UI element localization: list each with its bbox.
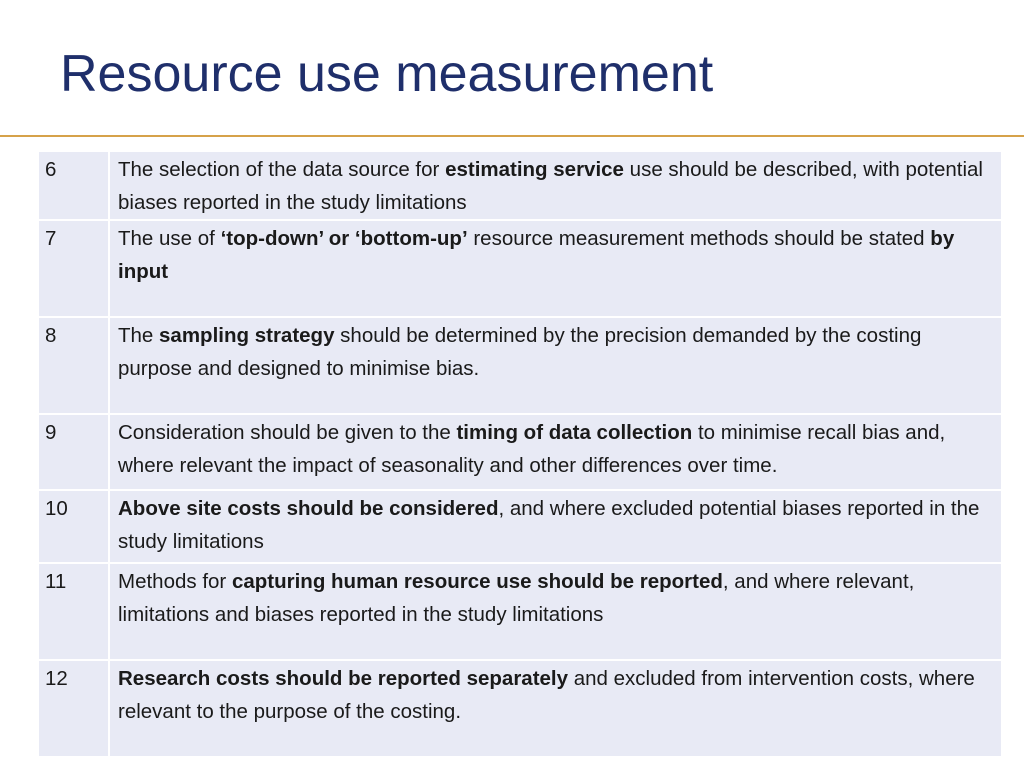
slide-title: Resource use measurement	[60, 45, 714, 103]
row-number: 12	[45, 667, 68, 690]
table-row	[38, 563, 1002, 660]
row-number: 9	[45, 421, 57, 444]
row-text-cell	[109, 317, 1002, 414]
text-segment: Methods for	[118, 570, 232, 593]
table-row	[38, 490, 1002, 563]
emphasis-text: Above site costs should be considered	[118, 497, 499, 520]
row-number-cell	[38, 220, 109, 317]
text-segment: The	[118, 324, 160, 347]
text-segment: The selection of the data source for	[118, 158, 446, 181]
title-divider	[0, 135, 1024, 137]
row-text-cell	[109, 151, 1002, 220]
row-text-cell	[109, 414, 1002, 490]
row-number: 11	[45, 570, 67, 593]
emphasis-text: ‘top-down’ or ‘bottom-up’	[220, 227, 468, 250]
text-segment: , and where relevant, limitations and biases reported in the study limitations	[118, 570, 915, 626]
table-row	[38, 660, 1002, 757]
text-segment: to minimise recall bias and, where relevant the impact of seasonality and other differences over time.	[118, 421, 946, 477]
table-row	[38, 414, 1002, 490]
row-number-cell	[38, 151, 109, 220]
row-text-cell	[109, 563, 1002, 660]
row-text	[118, 318, 997, 385]
row-number: 10	[45, 497, 68, 520]
row-number-cell	[38, 660, 109, 757]
row-number: 6	[45, 158, 57, 181]
emphasis-text: capturing human resource use should be reported	[231, 570, 723, 593]
table-row	[38, 220, 1002, 317]
guidelines-table-body	[38, 151, 1002, 757]
text-segment: and excluded from intervention costs, where relevant to the purpose of the costing.	[118, 667, 975, 723]
text-segment: Consideration should be given to the	[118, 421, 457, 444]
emphasis-text: sampling strategy	[159, 324, 335, 347]
table-row	[38, 317, 1002, 414]
row-number: 7	[45, 227, 57, 250]
row-text	[118, 661, 997, 728]
row-number: 8	[45, 324, 57, 347]
text-segment: use should be described, with potential biases reported in the study limitations	[118, 158, 983, 214]
text-segment: should be determined by the precision demanded by the costing purpose and designed to minimise bias.	[118, 324, 922, 380]
guidelines-table	[37, 150, 1003, 758]
row-text	[118, 564, 997, 631]
table-row	[38, 151, 1002, 220]
text-segment: resource measurement methods should be stated	[467, 227, 931, 250]
row-text	[118, 221, 997, 288]
row-text	[118, 415, 997, 482]
row-number-cell	[38, 317, 109, 414]
emphasis-text: Research costs should be reported separately	[118, 667, 569, 690]
row-text-cell	[109, 220, 1002, 317]
row-text	[118, 152, 997, 219]
row-text-cell	[109, 660, 1002, 757]
row-number-cell	[38, 563, 109, 660]
row-text	[118, 491, 997, 558]
row-number-cell	[38, 414, 109, 490]
emphasis-text: timing of data collection	[456, 421, 693, 444]
text-segment: , and where excluded potential biases reported in the study limitations	[118, 497, 980, 553]
emphasis-text: estimating service	[445, 158, 624, 181]
text-segment: The use of	[118, 227, 221, 250]
row-text-cell	[109, 490, 1002, 563]
emphasis-text: by input	[118, 227, 955, 283]
row-number-cell	[38, 490, 109, 563]
